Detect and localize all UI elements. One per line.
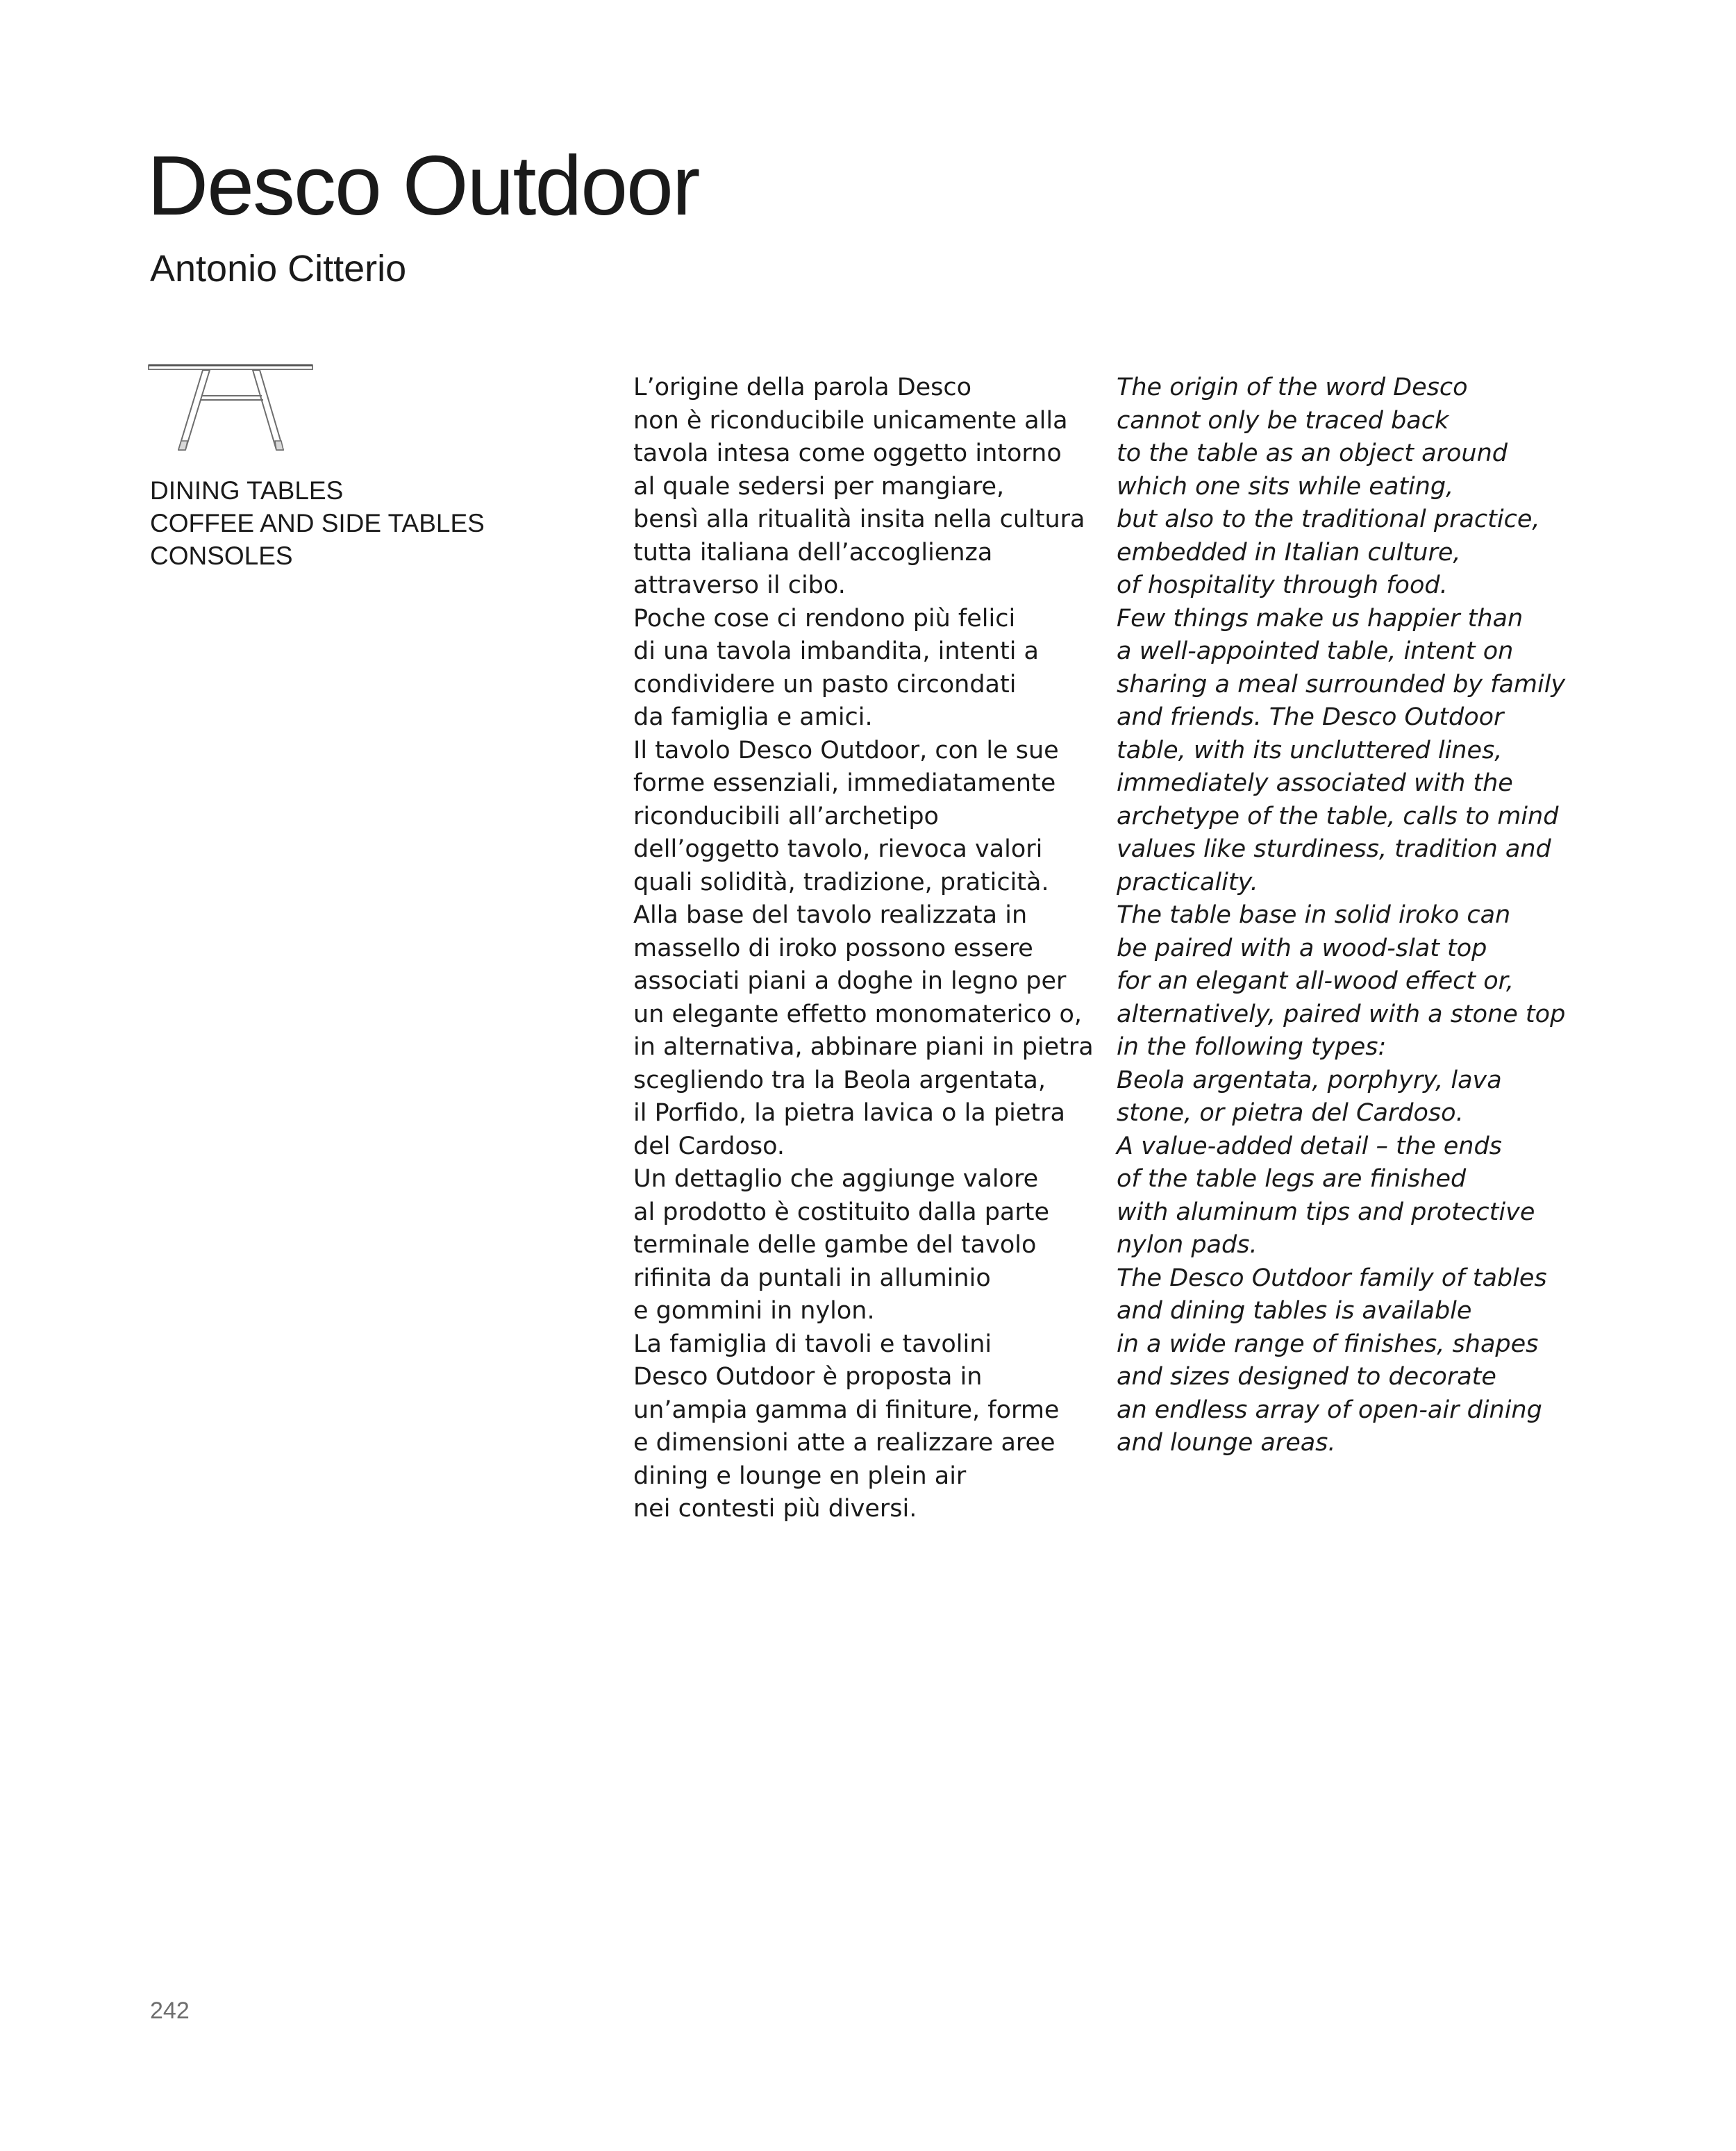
text-line: tutta italiana dell’accoglienza [633,538,993,567]
text-line: be paired with a wood-slat top [1117,934,1487,962]
text-line: Il tavolo Desco Outdoor, con le sue [633,736,1059,764]
text-line: nei contesti più diversi. [633,1495,917,1523]
text-line: but also to the traditional practice, [1117,505,1540,533]
text-line: massello di iroko possono essere [633,934,1033,962]
text-line: bensì alla ritualità insita nella cultura [633,505,1085,533]
page-number: 242 [150,1998,190,2024]
text-line: and lounge areas. [1117,1429,1336,1457]
english-description [1117,371,1575,1460]
text-line: stone, or pietra del Cardoso. [1117,1099,1464,1127]
text-line: al quale sedersi per mangiare, [633,472,1005,501]
text-line: archetype of the table, calls to mind [1117,802,1559,830]
designer-name: Antonio Citterio [150,248,407,290]
text-line: of hospitality through food. [1117,571,1448,599]
text-line: A value-added detail – the ends [1117,1132,1502,1160]
text-line: da famiglia e amici. [633,703,873,731]
text-line: sharing a meal surrounded by family [1117,670,1566,698]
text-line: del Cardoso. [633,1132,785,1160]
text-line: dining e lounge en plein air [633,1462,967,1490]
text-line: un elegante effetto monomaterico o, [633,1000,1083,1028]
text-line: practicality. [1117,868,1258,896]
text-line: attraverso il cibo. [633,571,846,599]
text-line: a well-appointed table, intent on [1117,637,1514,665]
text-line: an endless array of open-air dining [1117,1396,1542,1424]
dining-table-icon [147,361,314,458]
text-line: and dining tables is available [1117,1297,1472,1325]
text-line: quali solidità, tradizione, praticità. [633,868,1049,896]
text-line: e gommini in nylon. [633,1297,875,1325]
text-line: in alternativa, abbinare piani in pietra [633,1033,1094,1061]
text-line: Beola argentata, porphyry, lava [1117,1066,1502,1094]
text-line: Few things make us happier than [1117,604,1524,633]
text-line: Un dettaglio che aggiunge valore [633,1165,1039,1193]
text-line: di una tavola imbandita, intenti a [633,637,1039,665]
text-line: condividere un pasto circondati [633,670,1017,698]
text-line: for an elegant all-wood effect or, [1117,967,1514,995]
text-line: Poche cose ci rendono più felici [633,604,1016,633]
text-line: The origin of the word Desco [1117,374,1468,401]
category-consoles: CONSOLES [150,542,293,570]
page-title: Desco Outdoor [147,138,699,233]
text-line: rifinita da puntali in alluminio [633,1264,991,1292]
text-line: to the table as an object around [1117,440,1508,467]
text-line: dell’oggetto tavolo, rievoca valori [633,835,1043,863]
text-line: values like sturdiness, tradition and [1117,835,1551,863]
text-line: in a wide range of finishes, shapes [1117,1330,1539,1358]
text-line: alternatively, paired with a stone top [1117,1000,1566,1028]
text-line: with aluminum tips and protective [1117,1198,1535,1226]
text-line: Desco Outdoor è proposta in [633,1363,983,1391]
text-line: un’ampia gamma di finiture, forme [633,1396,1060,1424]
text-line: The table base in solid iroko can [1117,901,1511,929]
text-line: terminale delle gambe del tavolo [633,1231,1037,1259]
text-line: in the following types: [1117,1033,1387,1061]
text-line: riconducibili all’archetipo [633,802,939,830]
text-line: non è riconducibile unicamente alla [633,406,1068,435]
category-coffee-side-tables: COFFEE AND SIDE TABLES [150,509,485,537]
text-line: forme essenziali, immediatamente [633,769,1056,797]
text-line: nylon pads. [1117,1231,1258,1259]
text-line: La famiglia di tavoli e tavolini [633,1330,992,1358]
text-line: and friends. The Desco Outdoor [1117,703,1504,731]
text-line: The Desco Outdoor family of tables [1117,1264,1547,1292]
text-line: tavola intesa come oggetto intorno [633,440,1062,467]
text-line: Alla base del tavolo realizzata in [633,901,1028,929]
category-list [150,474,485,572]
text-line: il Porfido, la pietra lavica o la pietra [633,1099,1065,1127]
text-line: e dimensioni atte a realizzare aree [633,1429,1055,1457]
text-line: of the table legs are finished [1117,1165,1467,1193]
text-line: and sizes designed to decorate [1117,1363,1496,1391]
category-dining-tables: DINING TABLES [150,476,344,505]
text-line: table, with its uncluttered lines, [1117,736,1503,764]
text-line: al prodotto è costituito dalla parte [633,1198,1050,1226]
text-line: associati piani a doghe in legno per [633,967,1067,995]
italian-description [633,371,1092,1526]
text-line: which one sits while eating, [1117,472,1454,501]
text-line: scegliendo tra la Beola argentata, [633,1066,1046,1094]
text-line: L’origine della parola Desco [633,374,972,401]
text-line: embedded in Italian culture, [1117,538,1461,567]
text-line: cannot only be traced back [1117,406,1449,435]
text-line: immediately associated with the [1117,769,1513,797]
